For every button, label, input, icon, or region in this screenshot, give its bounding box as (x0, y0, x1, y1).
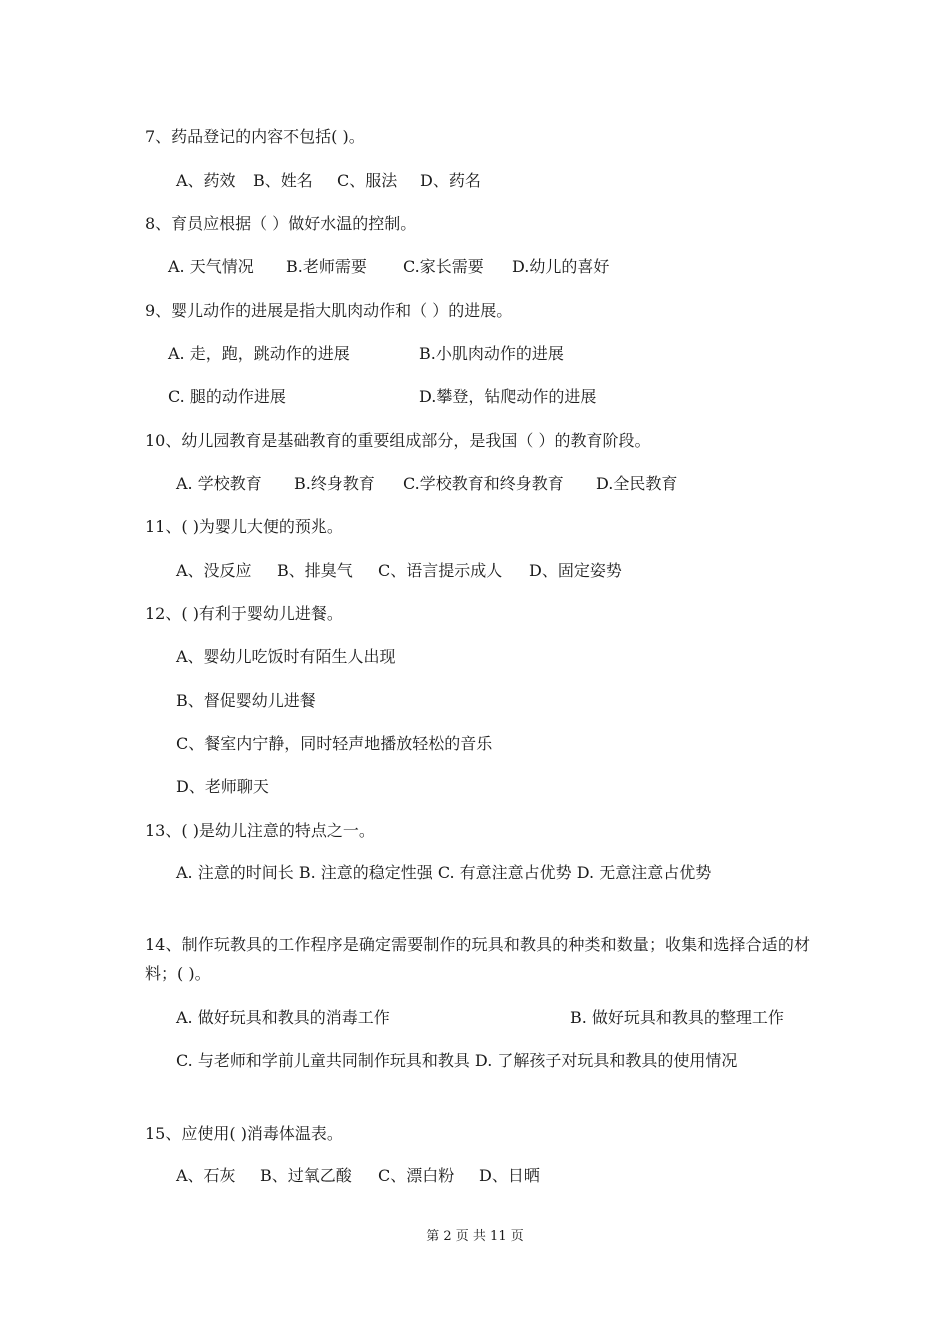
page-number: 第 2 页 共 11 页 (426, 1229, 524, 1244)
q15-option-a: A、石灰 (176, 1166, 236, 1185)
q8-option-c: C.家长需要 (403, 257, 484, 276)
q15-option-d: D、日晒 (479, 1166, 540, 1185)
q15-option-c: C、漂白粉 (378, 1166, 455, 1185)
q12-option-c: C、餐室内宁静，同时轻声地播放轻松的音乐 (176, 734, 493, 753)
q11-option-b: B、排臭气 (277, 561, 353, 580)
q9-option-b: B.小肌肉动作的进展 (419, 344, 564, 363)
question-8: 8、育员应根据（ ）做好水温的控制。 (145, 214, 417, 233)
q8-option-b: B.老师需要 (286, 257, 367, 276)
q8-option-d: D.幼儿的喜好 (512, 257, 610, 276)
q12-option-a: A、婴幼儿吃饭时有陌生人出现 (176, 647, 396, 666)
question-11: 11、( )为婴儿大便的预兆。 (145, 517, 343, 536)
q11-option-d: D、固定姿势 (529, 561, 622, 580)
question-10: 10、幼儿园教育是基础教育的重要组成部分，是我国（ ）的教育阶段。 (145, 431, 651, 450)
question-12: 12、( )有利于婴幼儿进餐。 (145, 604, 343, 623)
q15-option-b: B、过氧乙酸 (260, 1166, 352, 1185)
q7-option-b: B、姓名 (253, 171, 313, 190)
q11-option-a: A、没反应 (176, 561, 252, 580)
q11-option-c: C、语言提示成人 (378, 561, 503, 580)
q7-option-c: C、服法 (337, 171, 398, 190)
question-15: 15、应使用( )消毒体温表。 (145, 1124, 343, 1143)
q14-option-a: A. 做好玩具和教具的消毒工作 (176, 1008, 390, 1027)
q12-option-b: B、督促婴幼儿进餐 (176, 691, 316, 710)
q10-option-a: A. 学校教育 (176, 474, 262, 493)
q14-options-cd: C. 与老师和学前儿童共同制作玩具和教具 D. 了解孩子对玩具和教具的使用情况 (176, 1051, 738, 1070)
q12-option-d: D、老师聊天 (176, 777, 269, 796)
question-7: 7、药品登记的内容不包括( )。 (145, 127, 365, 146)
question-14: 14、制作玩教具的工作程序是确定需要制作的玩具和教具的种类和数量；收集和选择合适的材料；( )。 (145, 935, 810, 983)
question-13: 13、( )是幼儿注意的特点之一。 (145, 821, 375, 840)
q9-option-a: A. 走，跑，跳动作的进展 (168, 344, 350, 363)
q10-option-c: C.学校教育和终身教育 (403, 474, 564, 493)
q10-option-b: B.终身教育 (294, 474, 375, 493)
q10-option-d: D.全民教育 (596, 474, 678, 493)
question-9: 9、婴儿动作的进展是指大肌肉动作和（ ）的进展。 (145, 301, 513, 320)
q13-options: A. 注意的时间长 B. 注意的稳定性强 C. 有意注意占优势 D. 无意注意占优势 (176, 863, 712, 882)
q8-option-a: A. 天气情况 (168, 257, 254, 276)
q7-option-d: D、药名 (420, 171, 481, 190)
q7-option-a: A、药效 (176, 171, 236, 190)
q9-option-d: D.攀登，钻爬动作的进展 (419, 387, 597, 406)
q14-option-b: B. 做好玩具和教具的整理工作 (570, 1008, 784, 1027)
q9-option-c: C. 腿的动作进展 (168, 387, 286, 406)
